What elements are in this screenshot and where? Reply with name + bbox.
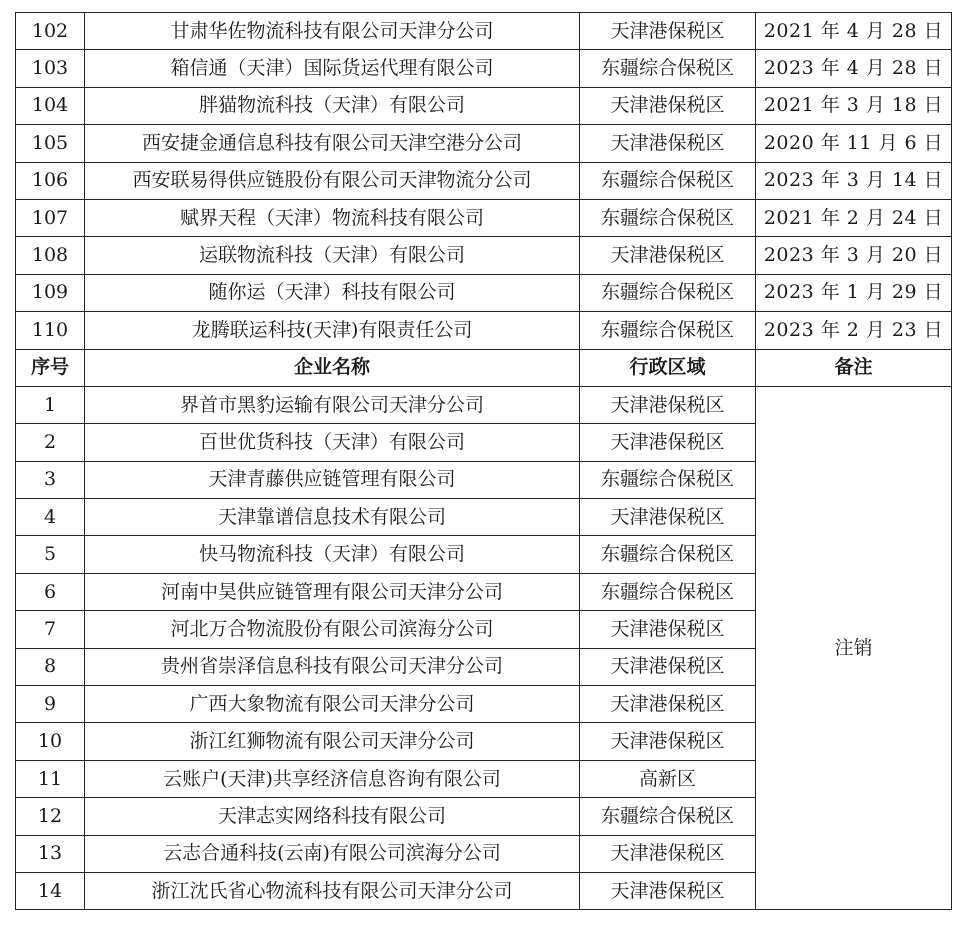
date: 2023 年 4 月 28 日: [756, 50, 952, 87]
region: 东疆综合保税区: [580, 199, 756, 236]
company-name: 快马物流科技（天津）有限公司: [85, 536, 580, 573]
row-number: 1: [16, 386, 85, 423]
row-number: 11: [16, 760, 85, 797]
row-number: 104: [16, 87, 85, 124]
company-name: 浙江红狮物流有限公司天津分公司: [85, 723, 580, 760]
row-number: 107: [16, 199, 85, 236]
company-name: 天津青藤供应链管理有限公司: [85, 461, 580, 498]
row-number: 3: [16, 461, 85, 498]
row-number: 7: [16, 611, 85, 648]
table-row: [16, 87, 952, 124]
table-row: [16, 386, 952, 423]
region: 东疆综合保税区: [580, 461, 756, 498]
date: 2020 年 11 月 6 日: [756, 125, 952, 162]
region: 天津港保税区: [580, 386, 756, 423]
region: 高新区: [580, 760, 756, 797]
header-region: 行政区域: [580, 349, 756, 386]
header-section: [16, 349, 952, 386]
table-row: [16, 199, 952, 236]
upper-table-body: [16, 13, 952, 350]
company-table: [15, 12, 952, 910]
company-name: 河南中昊供应链管理有限公司天津分公司: [85, 573, 580, 610]
table-row: [16, 162, 952, 199]
row-number: 2: [16, 424, 85, 461]
region: 东疆综合保税区: [580, 573, 756, 610]
region: 天津港保税区: [580, 723, 756, 760]
row-number: 9: [16, 686, 85, 723]
row-number: 4: [16, 499, 85, 536]
row-number: 103: [16, 50, 85, 87]
row-number: 105: [16, 125, 85, 162]
company-name: 甘肃华佐物流科技有限公司天津分公司: [85, 13, 580, 50]
region: 东疆综合保税区: [580, 312, 756, 349]
table-row: [16, 312, 952, 349]
region: 东疆综合保税区: [580, 536, 756, 573]
row-number: 8: [16, 648, 85, 685]
region: 天津港保税区: [580, 237, 756, 274]
lower-table-body: [16, 386, 952, 909]
company-name: 贵州省崇泽信息科技有限公司天津分公司: [85, 648, 580, 685]
date: 2023 年 3 月 14 日: [756, 162, 952, 199]
company-name: 河北万合物流股份有限公司滨海分公司: [85, 611, 580, 648]
header-name: 企业名称: [85, 349, 580, 386]
table-row: [16, 125, 952, 162]
header-no: 序号: [16, 349, 85, 386]
company-name: 箱信通（天津）国际货运代理有限公司: [85, 50, 580, 87]
company-name: 天津靠谱信息技术有限公司: [85, 499, 580, 536]
table-header-row: [16, 349, 952, 386]
row-number: 110: [16, 312, 85, 349]
company-name: 随你运（天津）科技有限公司: [85, 274, 580, 311]
region: 东疆综合保税区: [580, 162, 756, 199]
remark-cell: 注销: [756, 386, 952, 909]
region: 天津港保税区: [580, 872, 756, 909]
date: 2021 年 4 月 28 日: [756, 13, 952, 50]
company-name: 胖猫物流科技（天津）有限公司: [85, 87, 580, 124]
company-name: 云志合通科技(云南)有限公司滨海分公司: [85, 835, 580, 872]
company-name: 运联物流科技（天津）有限公司: [85, 237, 580, 274]
company-name: 浙江沈氏省心物流科技有限公司天津分公司: [85, 872, 580, 909]
company-name: 界首市黑豹运输有限公司天津分公司: [85, 386, 580, 423]
company-name: 西安联易得供应链股份有限公司天津物流分公司: [85, 162, 580, 199]
region: 东疆综合保税区: [580, 274, 756, 311]
date: 2023 年 1 月 29 日: [756, 274, 952, 311]
row-number: 13: [16, 835, 85, 872]
company-name: 广西大象物流有限公司天津分公司: [85, 686, 580, 723]
company-name: 赋界天程（天津）物流科技有限公司: [85, 199, 580, 236]
region: 天津港保税区: [580, 648, 756, 685]
row-number: 10: [16, 723, 85, 760]
table-row: [16, 237, 952, 274]
region: 天津港保税区: [580, 125, 756, 162]
company-name: 云账户(天津)共享经济信息咨询有限公司: [85, 760, 580, 797]
region: 天津港保税区: [580, 13, 756, 50]
region: 天津港保税区: [580, 835, 756, 872]
date: 2023 年 3 月 20 日: [756, 237, 952, 274]
region: 天津港保税区: [580, 424, 756, 461]
company-name: 百世优货科技（天津）有限公司: [85, 424, 580, 461]
region: 天津港保税区: [580, 686, 756, 723]
row-number: 109: [16, 274, 85, 311]
date: 2023 年 2 月 23 日: [756, 312, 952, 349]
company-name: 天津志实网络科技有限公司: [85, 798, 580, 835]
date: 2021 年 2 月 24 日: [756, 199, 952, 236]
header-remark: 备注: [756, 349, 952, 386]
region: 东疆综合保税区: [580, 50, 756, 87]
table-row: [16, 50, 952, 87]
company-name: 西安捷金通信息科技有限公司天津空港分公司: [85, 125, 580, 162]
row-number: 12: [16, 798, 85, 835]
region: 东疆综合保税区: [580, 798, 756, 835]
row-number: 108: [16, 237, 85, 274]
region: 天津港保税区: [580, 611, 756, 648]
region: 天津港保税区: [580, 499, 756, 536]
table-row: [16, 274, 952, 311]
date: 2021 年 3 月 18 日: [756, 87, 952, 124]
row-number: 14: [16, 872, 85, 909]
row-number: 6: [16, 573, 85, 610]
row-number: 106: [16, 162, 85, 199]
table-row: [16, 13, 952, 50]
row-number: 102: [16, 13, 85, 50]
row-number: 5: [16, 536, 85, 573]
company-name: 龙腾联运科技(天津)有限责任公司: [85, 312, 580, 349]
region: 天津港保税区: [580, 87, 756, 124]
